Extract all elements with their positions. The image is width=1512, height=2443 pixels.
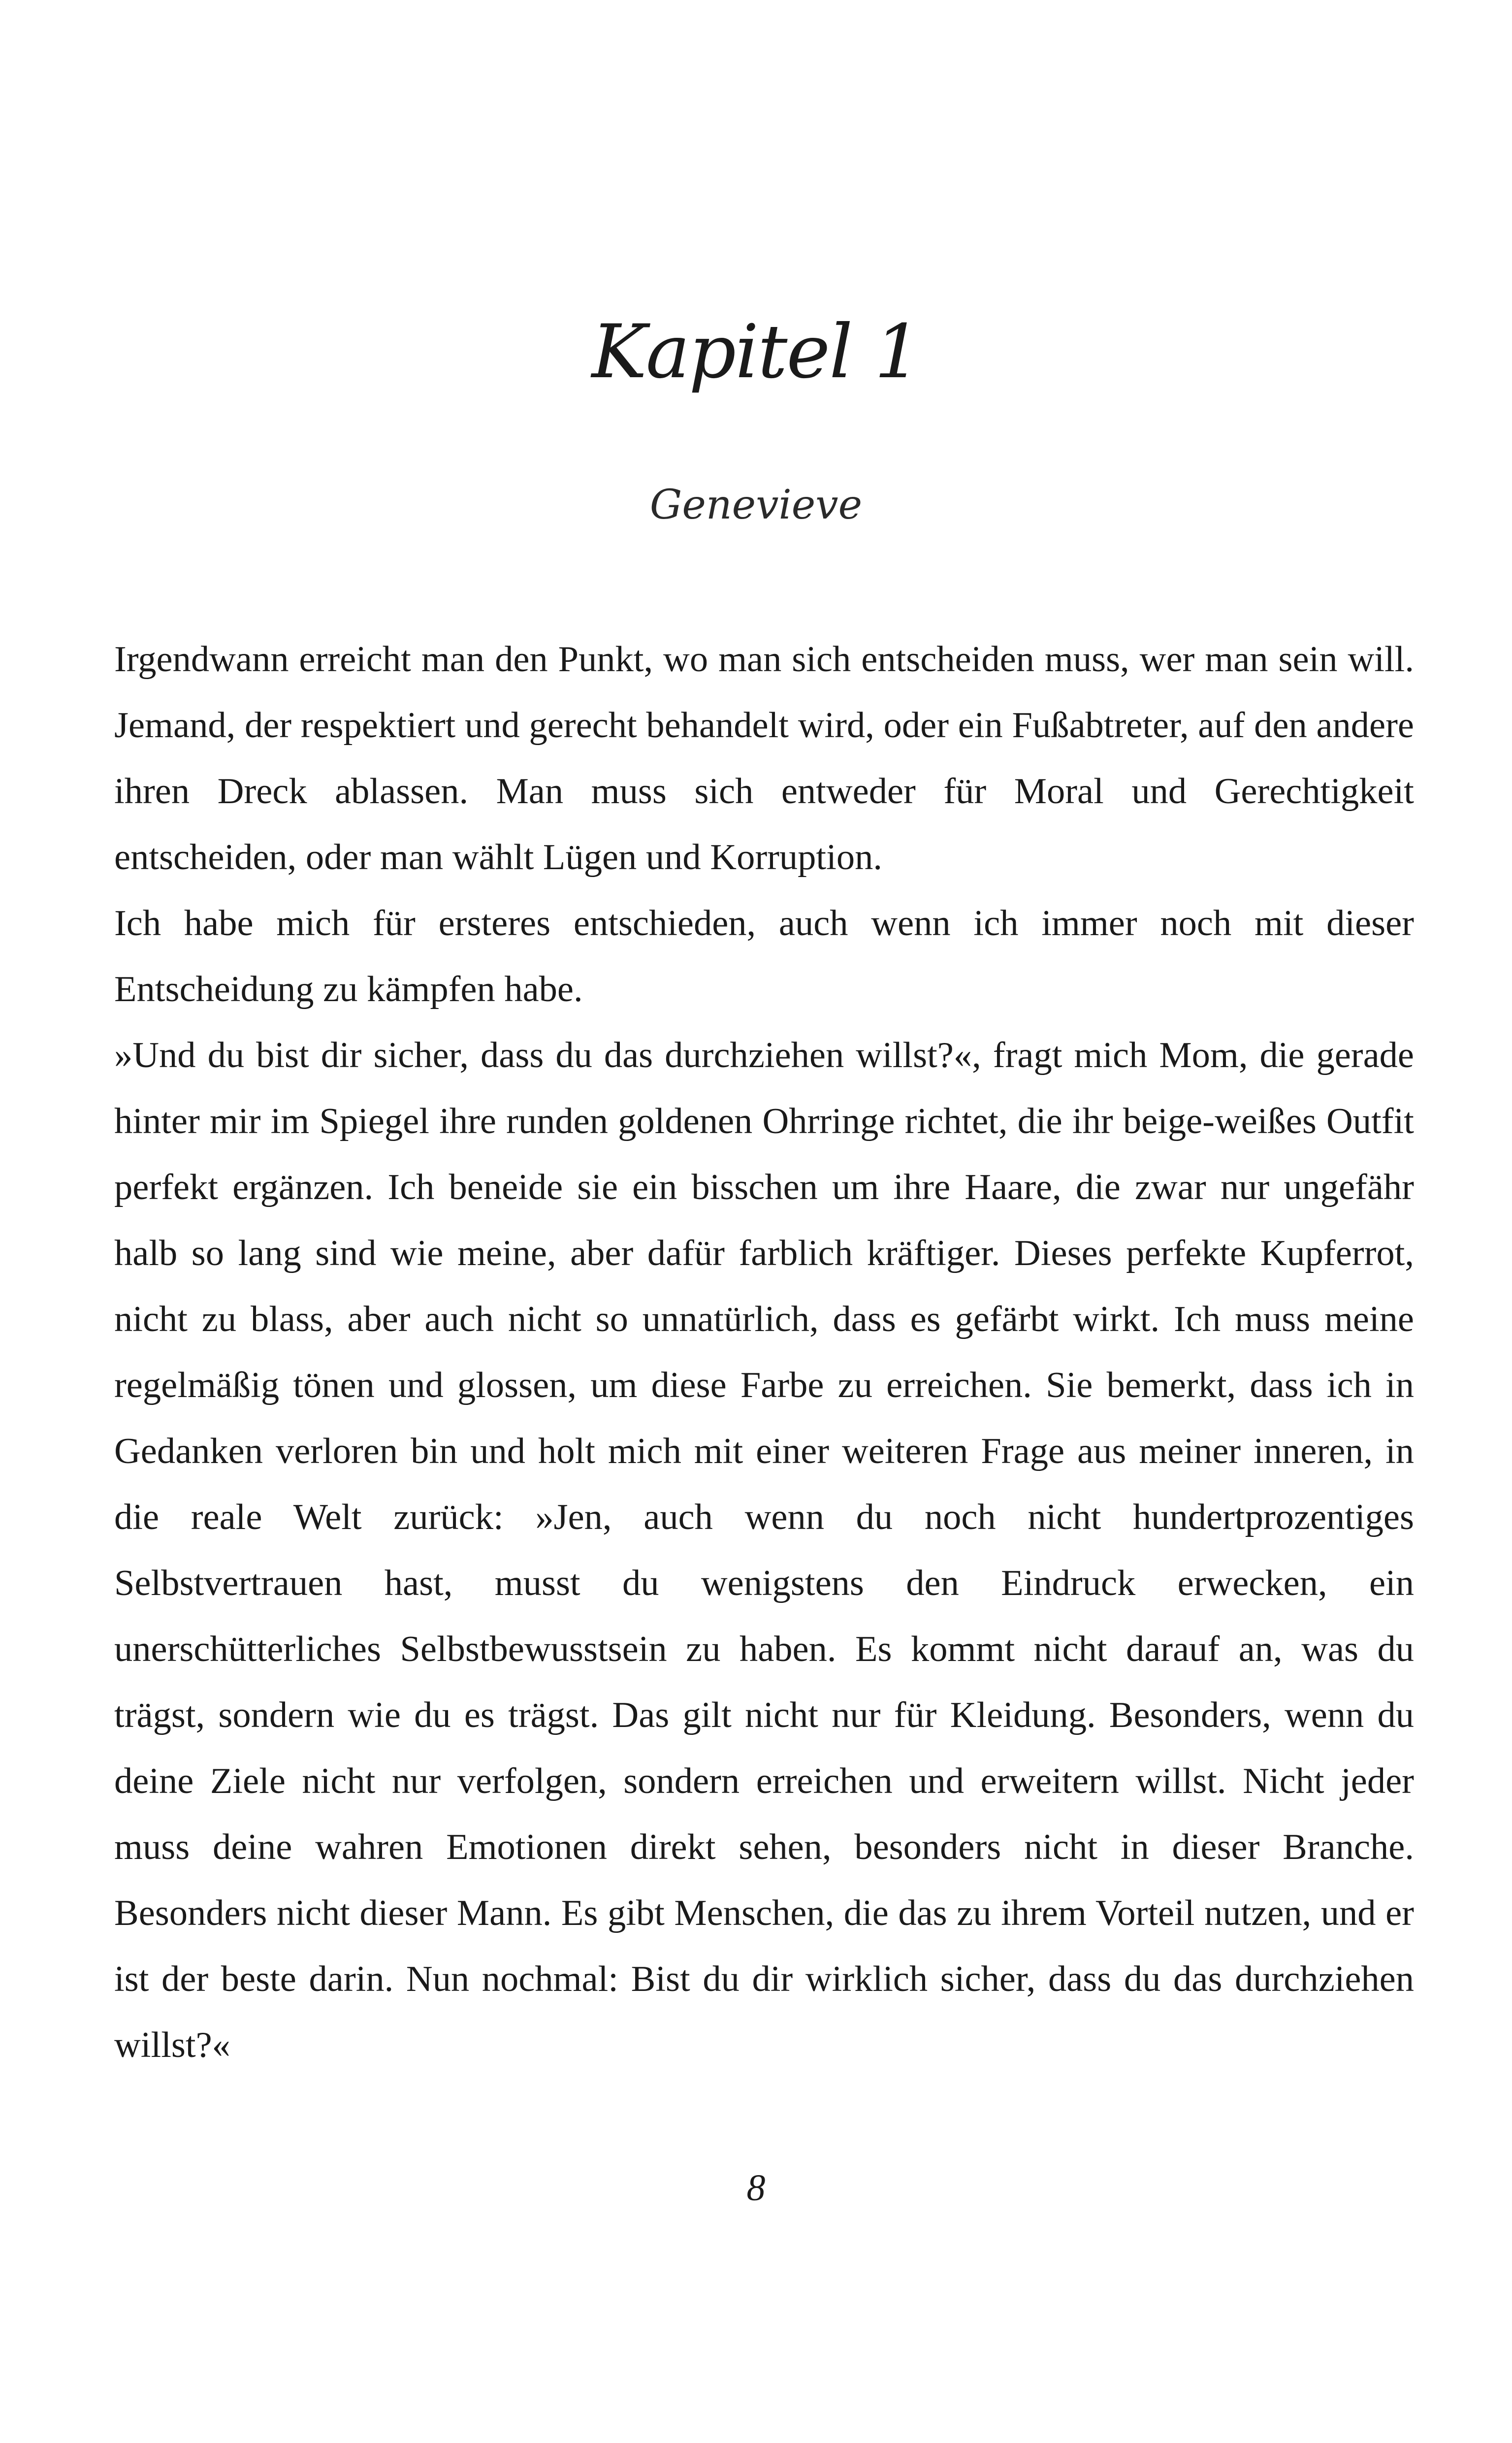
paragraph: »Und du bist dir sicher, dass du das durchziehen willst?«, fragt mich Mom, die gerade hinter mir im Spiegel ihre runden goldenen Ohrringe richtet, die ihr beige-weißes Outfit perfekt ergänzen. Ich beneide sie ein bisschen um ihre Haare, die zwar nur ungefähr halb so lang sind wie meine, aber dafür farblich kräftiger. Dieses perfekte Kupferrot, nicht zu blass, aber auch nicht so unnatürlich, dass es gefärbt wirkt. Ich muss meine regelmäßig tönen und glossen, um diese Farbe zu erreichen. Sie bemerkt, dass ich in Gedanken verloren bin und holt mich mit einer weiteren Frage aus meiner inneren, in die reale Welt zurück: »Jen, auch wenn du noch nicht hundertprozentiges Selbstvertrauen hast, musst du wenigstens den Eindruck erwecken, ein unerschütterliches Selbstbewusstsein zu haben. Es kommt nicht darauf an, was du trägst, sondern wie du es trägst. Das gilt nicht nur für Kleidung. Besonders, wenn du deine Ziele nicht nur verfolgen, sondern erreichen und erweitern willst. Nicht jeder muss deine wahren Emotionen direkt sehen, besonders nicht in dieser Branche. Besonders nicht dieser Mann. Es gibt Menschen, die das zu ihrem Vorteil nutzen, und er ist der beste darin. Nun nochmal: Bist du dir wirklich sicher, dass du das durchziehen willst?« [114, 1035, 1414, 2065]
page-number: 8 [746, 2167, 766, 2209]
chapter-title: Kapitel 1 [591, 309, 921, 395]
chapter-body [114, 626, 1414, 2078]
paragraph: Ich habe mich für ersteres entschieden, auch wenn ich immer noch mit dieser Entscheidung zu kämpfen habe. [114, 903, 1414, 1010]
paragraph: Irgendwann erreicht man den Punkt, wo man sich entscheiden muss, wer man sein will. Jemand, der respektiert und gerecht behandelt wird, oder ein Fußabtreter, auf den andere ihren Dreck ablassen. Man muss sich entweder für Moral und Gerechtigkeit entscheiden, oder man wählt Lügen und Korruption. [114, 639, 1414, 878]
chapter-narrator: Genevieve [649, 482, 863, 528]
